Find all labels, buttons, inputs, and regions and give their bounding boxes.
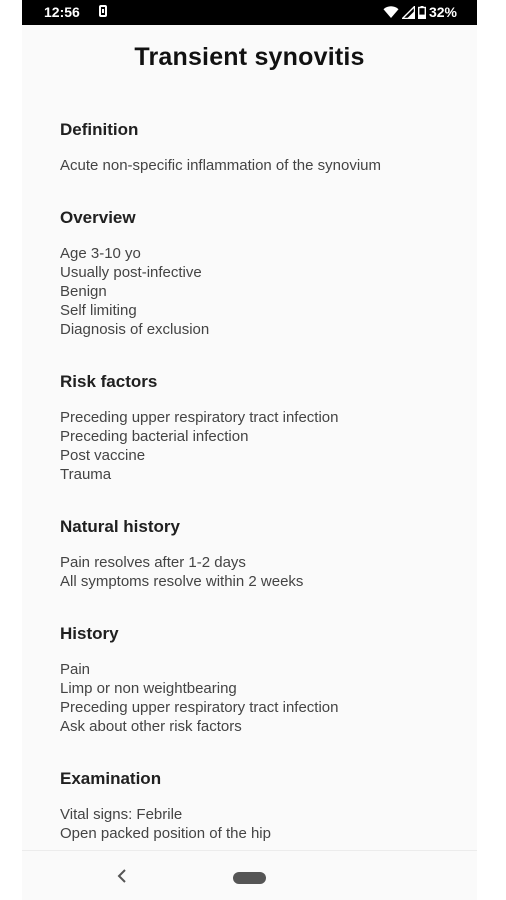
section-body	[60, 553, 460, 591]
navigation-bar	[22, 850, 477, 900]
body-line: Post vaccine	[60, 447, 146, 464]
body-line: Preceding upper respiratory tract infection	[60, 409, 339, 426]
body-line: Benign	[60, 283, 107, 300]
status-icons	[383, 4, 457, 20]
section-body	[60, 244, 460, 339]
home-pill-icon[interactable]	[233, 872, 266, 884]
article-content[interactable]	[22, 25, 477, 850]
section-definition	[60, 120, 460, 175]
body-line: Vital signs: Febrile	[60, 806, 183, 823]
section-heading: Overview	[60, 208, 136, 227]
body-line: Trauma	[60, 466, 112, 483]
body-line: Age 3-10 yo	[60, 245, 141, 262]
section-body	[60, 660, 460, 736]
section-risk-factors	[60, 372, 460, 484]
section-history	[60, 624, 460, 736]
body-line: Preceding upper respiratory tract infection	[60, 699, 339, 716]
section-natural-history	[60, 517, 460, 591]
body-line: Open packed position of the hip	[60, 825, 271, 842]
body-line: Preceding bacterial infection	[60, 428, 249, 445]
section-heading: Risk factors	[60, 372, 158, 391]
section-body	[60, 805, 460, 843]
section-overview	[60, 208, 460, 339]
body-line: Acute non-specific inflammation of the synovium	[60, 157, 381, 174]
section-heading: Natural history	[60, 517, 180, 536]
battery-icon	[418, 6, 426, 19]
app-screen	[22, 0, 477, 900]
body-line: All symptoms resolve within 2 weeks	[60, 573, 304, 590]
body-line: Diagnosis of exclusion	[60, 321, 210, 338]
section-heading: Definition	[60, 120, 139, 139]
body-line: Pain	[60, 661, 91, 678]
sim-card-icon	[99, 5, 107, 17]
section-heading: Examination	[60, 769, 162, 788]
body-line: Ask about other risk factors	[60, 718, 242, 735]
body-line: Self limiting	[60, 302, 137, 319]
status-bar	[22, 0, 477, 25]
signal-icon	[402, 6, 415, 19]
battery-percent: 32%	[428, 4, 457, 20]
section-body	[60, 156, 460, 175]
body-line: Pain resolves after 1-2 days	[60, 554, 246, 571]
body-line: Usually post-infective	[60, 264, 202, 281]
page-title: Transient synovitis	[134, 43, 365, 71]
section-body	[60, 408, 460, 484]
wifi-icon	[383, 6, 399, 19]
status-time: 12:56	[44, 4, 80, 20]
section-heading: History	[60, 624, 119, 643]
body-line: Limp or non weightbearing	[60, 680, 237, 697]
section-examination	[60, 769, 460, 843]
back-icon[interactable]	[115, 867, 129, 885]
